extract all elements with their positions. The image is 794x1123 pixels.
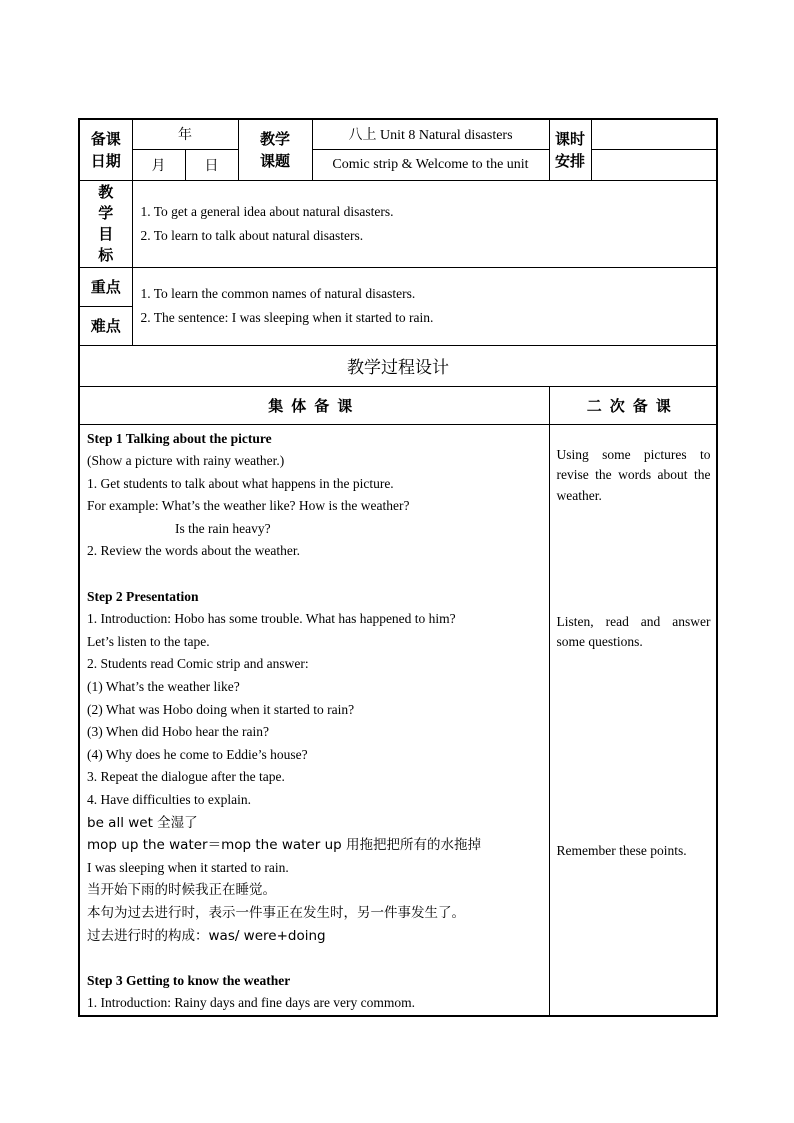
unit-title: 八上 Unit 8 Natural disasters: [312, 119, 549, 149]
step2-line: 3. Repeat the dialogue after the tape.: [87, 769, 285, 785]
phrase-line: be all wet 全湿了: [87, 814, 198, 831]
step1-line: (Show a picture with rainy weather.): [87, 453, 285, 469]
collective-prep-header: 集体备课: [79, 386, 549, 424]
period-empty-cell: [591, 149, 717, 180]
side-note: Using some pictures to revise the words about the weather.: [556, 446, 711, 503]
objective-item: 1. To get a general idea about natural disasters.: [140, 203, 394, 219]
step3-line: 1. Introduction: Rainy days and fine days are very commom.: [87, 995, 416, 1011]
phrase-line: mop up the water＝mop the water up 用拖把把所有的水拖掉: [87, 837, 481, 854]
topic-label: 教学 课题: [238, 119, 312, 180]
step2-line: (1) What’s the weather like?: [87, 679, 240, 695]
step2-line: 1. Introduction: Hobo has some trouble. What has happened to him?: [87, 611, 456, 627]
key-point-item: 2. The sentence: I was sleeping when it started to rain.: [140, 310, 434, 325]
step2-line: (3) When did Hobo hear the rain?: [87, 724, 269, 740]
side-note: Listen, read and answer some questions.: [556, 613, 711, 649]
year-cell: 年: [132, 119, 238, 149]
process-title: 教学过程设计: [79, 345, 717, 386]
step1-line: For example: What’s the weather like? How is the weather?: [87, 498, 410, 514]
difficult-points-label: 难点: [79, 306, 132, 345]
sentence-line: I was sleeping when it started to rain.: [87, 859, 289, 875]
day-cell: 日: [185, 149, 238, 180]
step2-line: (4) Why does he come to Eddie’s house?: [87, 746, 308, 762]
step1-line: Is the rain heavy?: [175, 520, 271, 536]
secondary-prep-content: [549, 424, 717, 1016]
step2-line: Let’s listen to the tape.: [87, 633, 210, 649]
objectives-label: 教 学 目 标: [79, 180, 132, 267]
step2-line: 4. Have difficulties to explain.: [87, 792, 251, 807]
key-point-item: 1. To learn the common names of natural disasters.: [140, 286, 416, 301]
secondary-prep-header: 二次备课: [549, 386, 717, 424]
key-points-content: [132, 267, 717, 345]
objectives-content: [132, 180, 717, 267]
zh-line: 本句为过去进行时，表示一件事正在发生时，另一件事发生了。: [87, 904, 465, 921]
side-note: Remember these points.: [556, 842, 687, 858]
lesson-title: Comic strip & Welcome to the unit: [312, 149, 549, 180]
zh-line: 过去进行时的构成：was/ were+doing: [87, 927, 326, 944]
key-points-label: 重点: [79, 267, 132, 306]
zh-line: 当开始下雨的时候我正在睡觉。: [87, 882, 276, 899]
period-label: 课时 安排: [549, 119, 591, 180]
step1-line: 1. Get students to talk about what happens in the picture.: [87, 475, 394, 491]
step2-line: (2) What was Hobo doing when it started to rain?: [87, 701, 355, 717]
step3-title: Step 3 Getting to know the weather: [87, 972, 291, 988]
spacer: [87, 947, 545, 970]
step1-line: 2. Review the words about the weather.: [87, 543, 300, 559]
month-cell: 月: [132, 149, 185, 180]
lesson-plan-table: [78, 118, 718, 1017]
collective-prep-content: [79, 424, 549, 1016]
step2-title: Step 2 Presentation: [87, 588, 199, 604]
spacer: [87, 563, 545, 586]
period-value-cell: [591, 119, 717, 149]
objective-item: 2. To learn to talk about natural disasters.: [140, 227, 364, 243]
prep-date-label: 备课 日期: [79, 119, 132, 180]
step2-line: 2. Students read Comic strip and answer:: [87, 656, 309, 672]
step1-title: Step 1 Talking about the picture: [87, 430, 272, 446]
